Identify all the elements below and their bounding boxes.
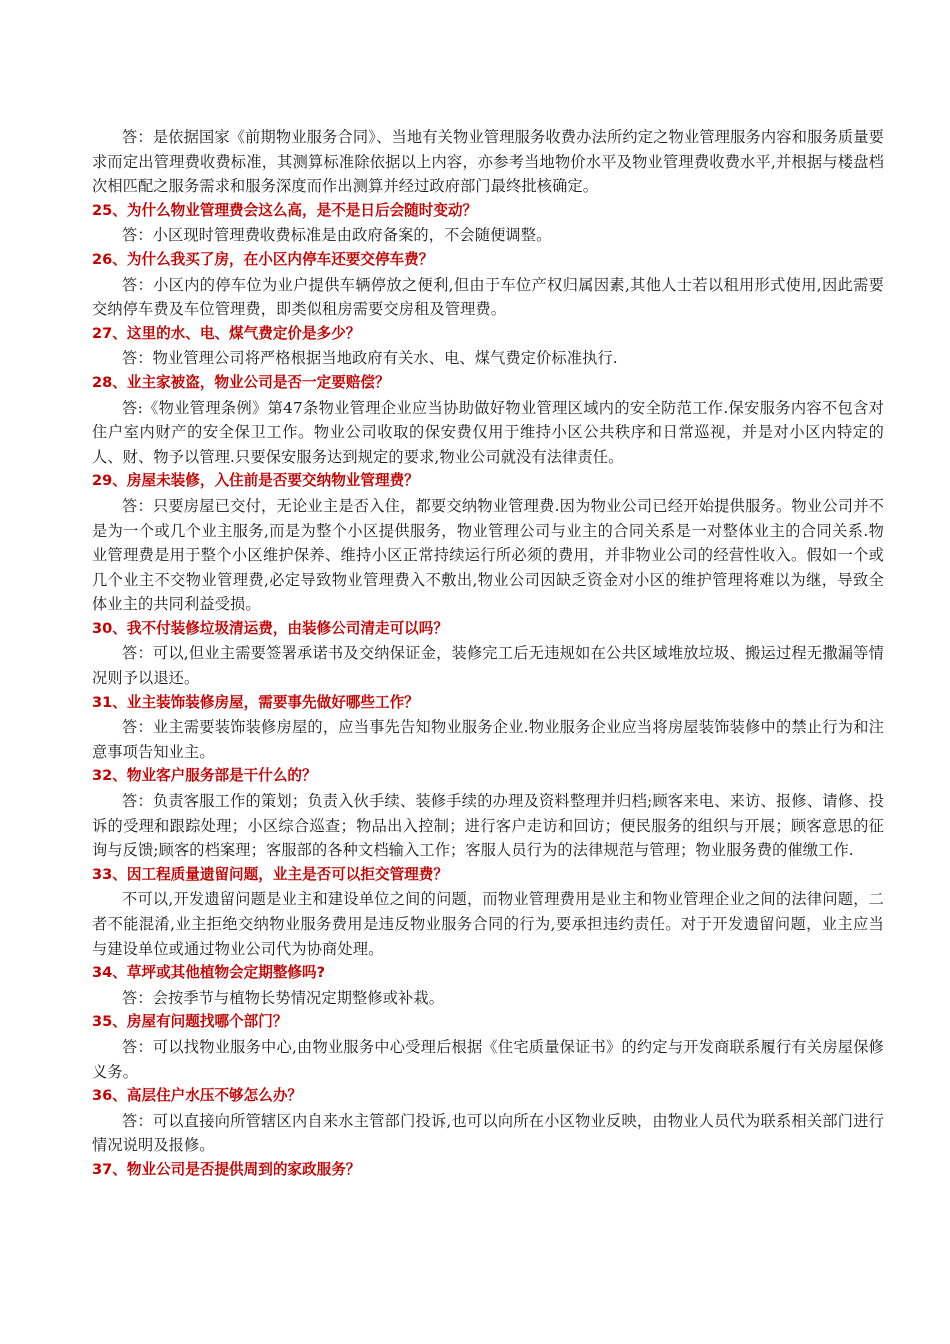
qa-item-29: [92, 469, 884, 617]
question-34: 34、草坪或其他植物会定期整修吗?: [92, 964, 326, 982]
question-26: 26、为什么我买了房，在小区内停车还要交停车费？: [92, 250, 434, 268]
qa-item-30: [92, 617, 884, 691]
answer-27: 答：物业管理公司将严格根据当地政府有关水、电、煤气费定价标准执行.: [122, 349, 618, 368]
qa-item-31: [92, 691, 884, 765]
answer-25: 答：小区现时管理费收费标准是由政府备案的，不会随便调整。: [122, 226, 552, 245]
qa-item-36: [92, 1084, 884, 1158]
answer-34: 答：会按季节与植物长势情况定期整修或补栽。: [122, 988, 445, 1007]
document-page: [92, 125, 884, 1183]
answer-28: 答:《物业管理条例》第47条物业管理企业应当协助做好物业管理区域内的安全防范工作.保安服务内容不包含对住户室内财产的安全保卫工作。物业公司收取的保安费仅用于维持小区公共秩序和日常巡视，并是对小区内特定的人、财、物予以管理.只要保安服务达到规定的要求,物业公司就没有法律责任。: [92, 398, 884, 466]
answer-29: 答：只要房屋已交付，无论业主是否入住，都要交纳物业管理费.因为物业公司已经开始提供服务。物业公司并不是为一个或几个业主服务,而是为整个小区提供服务，物业管理公司与业主的合同关系是一对整体业主的合同关系.物业管理费是用于整个小区维护保养、维持小区正常持续运行所必须的费用，并非物业公司的经营性收入。假如一个或几个业主不交物业管理费,必定导致物业管理费入不敷出,物业公司因缺乏资金对小区的维护管理将难以为继，导致全体业主的共同利益受损。: [92, 496, 884, 614]
question-36: 36、高层住户水压不够怎么办？: [92, 1087, 303, 1105]
question-33: 33、因工程质量遗留问题，业主是否可以拒交管理费？: [92, 865, 448, 883]
question-32: 32、物业客户服务部是干什么的？: [92, 767, 317, 785]
qa-item-26: [92, 248, 884, 322]
answer-26: 答：小区内的停车位为业户提供车辆停放之便利,但由于车位产权归属因素,其他人士若以租用形式使用,因此需要交纳停车费及车位管理费，即类似租房需要交房租及管理费。: [92, 275, 884, 319]
qa-item-34: [92, 961, 884, 1010]
answer-32: 答：负责客服工作的策划；负责入伙手续、装修手续的办理及资料整理并归档;顾客来电、来访、报修、请修、投诉的受理和跟踪处理；小区综合巡查；物品出入控制；进行客户走访和回访；便民服务的组织与开展；顾客意思的征询与反馈;顾客的档案理；客服部的各种文档输入工作；客服人员行为的法律规范与管理；物业服务费的催缴工作.: [92, 792, 884, 860]
qa-item-27: [92, 322, 884, 371]
qa-item-33: [92, 863, 884, 961]
answer-33: 不可以,开发遗留问题是业主和建设单位之间的问题，而物业管理费用是业主和物业管理企业之间的法律问题，二者不能混淆,业主拒绝交纳物业服务费用是违反物业服务合同的行为,要承担违约责任。对于开发遗留问题，业主应当与建设单位或通过物业公司代为协商处理。: [92, 890, 884, 958]
question-29: 29、房屋未装修，入住前是否要交纳物业管理费？: [92, 472, 419, 490]
question-27: 27、这里的水、电、煤气费定价是多少？: [92, 324, 361, 342]
qa-item-32: [92, 764, 884, 862]
answer-36: 答：可以直接向所管辖区内自来水主管部门投诉,也可以向所在小区物业反映，由物业人员代为联系相关部门进行情况说明及报修。: [92, 1111, 884, 1155]
answer-30: 答：可以,但业主需要签署承诺书及交纳保证金，装修完工后无违规如在公共区域堆放垃圾、搬运过程无撒漏等情况则予以退还。: [92, 644, 884, 688]
answer-35: 答：可以找物业服务中心,由物业服务中心受理后根据《住宅质量保证书》的约定与开发商联系履行有关房屋保修义务。: [92, 1037, 884, 1081]
question-35: 35、房屋有问题找哪个部门？: [92, 1013, 288, 1031]
question-25: 25、为什么物业管理费会这么高，是不是日后会随时变动？: [92, 201, 478, 219]
answer-31: 答：业主需要装饰装修房屋的，应当事先告知物业服务企业.物业服务企业应当将房屋装饰装修中的禁止行为和注意事项告知业主。: [92, 718, 884, 761]
question-28: 28、业主家被盗，物业公司是否一定要赔偿？: [92, 373, 390, 391]
qa-item-37: [92, 1158, 884, 1183]
question-30: 30、我不付装修垃圾清运费，由装修公司清走可以吗？: [92, 619, 448, 637]
question-31: 31、业主装饰装修房屋，需要事先做好哪些工作？: [92, 693, 419, 711]
qa-item-25: [92, 199, 884, 248]
qa-item-35: [92, 1010, 884, 1084]
qa-item-28: [92, 371, 884, 469]
intro-answer: 答：是依据国家《前期物业服务合同》、当地有关物业管理服务收费办法所约定之物业管理服务内容和服务质量要求而定出管理费收费标准，其测算标准除依据以上内容，亦参考当地物价水平及物业管理费收费水平,并根据与楼盘档次相匹配之服务需求和服务深度而作出测算并经过政府部门最终批核确定。: [92, 128, 884, 196]
question-37: 37、物业公司是否提供周到的家政服务？: [92, 1160, 361, 1178]
